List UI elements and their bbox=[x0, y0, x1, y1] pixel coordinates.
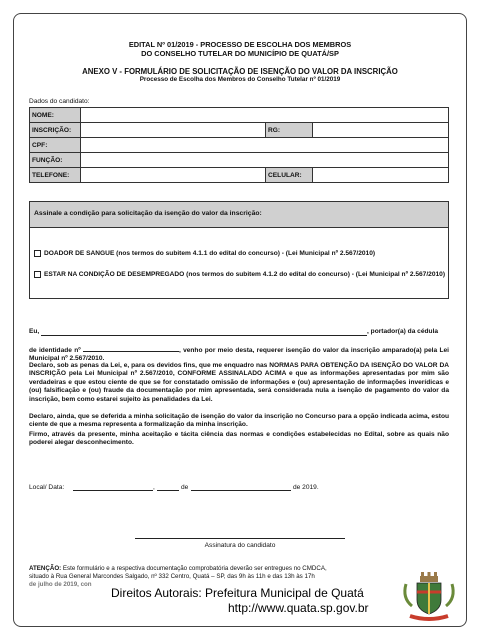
de-label: de bbox=[181, 484, 189, 491]
candidate-table bbox=[29, 107, 449, 183]
month-blank-line[interactable] bbox=[191, 490, 291, 491]
label-cpf: CPF: bbox=[30, 138, 81, 153]
telefone-field[interactable] bbox=[81, 168, 266, 183]
option-unemployed-text: ESTAR NA CONDIÇÃO DE DESEMPREGADO (nos termos do subitem 4.1.2 do edital do concurso) - (Lei Municipal nº 2.567/2010) bbox=[44, 271, 446, 278]
request-text: , venho por meio desta, requerer isenção do valor da inscrição amparado(a) pela Lei Municipal nº 2.567/2010. bbox=[29, 347, 449, 363]
local-blank-line[interactable] bbox=[73, 490, 153, 491]
label-funcao: FUNÇÃO: bbox=[30, 153, 81, 168]
signature-label: Assinatura do candidato bbox=[204, 542, 276, 549]
label-celular: CELULAR: bbox=[266, 168, 313, 183]
watermark-copyright: Direitos Autorais: Prefeitura Municipal de Quatá bbox=[111, 586, 364, 600]
celular-field[interactable] bbox=[313, 168, 449, 183]
label-nome: NOME: bbox=[30, 108, 81, 123]
identity-paragraph bbox=[29, 345, 449, 364]
portador-text: , portador(a) da cédula bbox=[367, 328, 439, 335]
page-frame bbox=[13, 13, 467, 627]
identidade-label: de identidade nº bbox=[29, 347, 81, 354]
day-blank-line[interactable] bbox=[157, 490, 179, 491]
footer-text-1: Este formulário e a respectiva documentação comprobatória deverão ser entregues no CMDCA, bbox=[61, 565, 327, 572]
rg-field[interactable] bbox=[313, 123, 449, 138]
coat-of-arms-icon bbox=[398, 570, 460, 624]
year-label: de 2019. bbox=[293, 484, 319, 491]
atencao-label: ATENÇÃO: bbox=[29, 565, 62, 572]
nome-field[interactable] bbox=[81, 108, 449, 123]
label-telefone: TELEFONE: bbox=[30, 168, 81, 183]
condition-header bbox=[30, 202, 448, 228]
name-blank-line[interactable] bbox=[41, 335, 367, 336]
eu-label: Eu, bbox=[29, 328, 40, 335]
cpf-field[interactable] bbox=[81, 138, 449, 153]
label-rg: RG: bbox=[266, 123, 313, 138]
footer-text-3: de julho de 2019, con bbox=[29, 581, 92, 588]
option-blood-donor[interactable] bbox=[34, 249, 446, 258]
edital-title-line2: DO CONSELHO TUTELAR DO MUNICÍPIO DE QUATÁ/SP bbox=[141, 49, 339, 58]
funcao-field[interactable] bbox=[81, 153, 449, 168]
inscricao-field[interactable] bbox=[81, 123, 266, 138]
checkbox-icon[interactable] bbox=[34, 250, 41, 257]
declaration-eu-line bbox=[29, 328, 449, 338]
declaration-p1: Declaro, sob as penas da Lei, e, para os devidos fins, que me enquadro nas NORMAS PARA OBTENÇÃO DA ISENÇÃO DO VALOR DA INSCRIÇÃO pela Lei Municipal nº 2.567/2010, CONFORME ASSINALADO ACIMA e que as informações apresentadas por mim são verdadeiras e que estou ciente de que se for constatado omissão de informações e (ou) apresentação de informações inverídicas e (ou) falsificação e (ou) fraude da documentação por mim apresentada, será considerada nula a isenção de pagamento do valor da inscrição, bem como estarei sujeito às penalidades da Lei. bbox=[29, 362, 449, 403]
label-inscricao: INSCRIÇÃO: bbox=[30, 123, 81, 138]
option-unemployed[interactable] bbox=[34, 270, 446, 279]
footer-text-2: situado à Rua General Marcondes Salgado, nº 332 Centro, Quatá – SP, das 9h às 11h e das 13h às 17h bbox=[29, 573, 315, 580]
condition-header-text: Assinale a condição para solicitação da isenção do valor da inscrição: bbox=[34, 210, 262, 217]
form-subtitle: Processo de Escolha dos Membros do Conselho Tutelar nº 01/2019 bbox=[139, 76, 341, 83]
option-blood-donor-text: DOADOR DE SANGUE (nos termos do subitem 4.1.1 do edital do concurso) - (Lei Municipal nº 2.567/2010) bbox=[44, 250, 376, 257]
condition-box bbox=[29, 201, 449, 299]
local-date-label: Local/ Data: bbox=[29, 484, 65, 491]
edital-title-line1: EDITAL Nº 01/2019 - PROCESSO DE ESCOLHA DOS MEMBROS bbox=[128, 40, 352, 49]
declaration-p2: Declaro, ainda, que se deferida a minha solicitação de isenção do valor da inscrição no Concurso para a opção indicada acima, estou ciente de que a mesma representa a formalização da minha inscrição. bbox=[29, 413, 449, 429]
form-title: ANEXO V - FORMULÁRIO DE SOLICITAÇÃO DE ISENÇÃO DO VALOR DA INSCRIÇÃO bbox=[82, 67, 398, 76]
declaration-p3: Firmo, através da presente, minha aceitação e tácita ciência das normas e condições estabelecidas no Edital, sobre as quais não poderei alegar desconhecimento. bbox=[29, 431, 449, 447]
signature-line[interactable] bbox=[135, 538, 345, 539]
checkbox-icon[interactable] bbox=[34, 271, 41, 278]
candidate-section-label: Dados do candidato: bbox=[29, 98, 90, 105]
identity-blank-line[interactable] bbox=[83, 345, 179, 352]
watermark-url[interactable]: http://www.quata.sp.gov.br bbox=[228, 601, 369, 615]
